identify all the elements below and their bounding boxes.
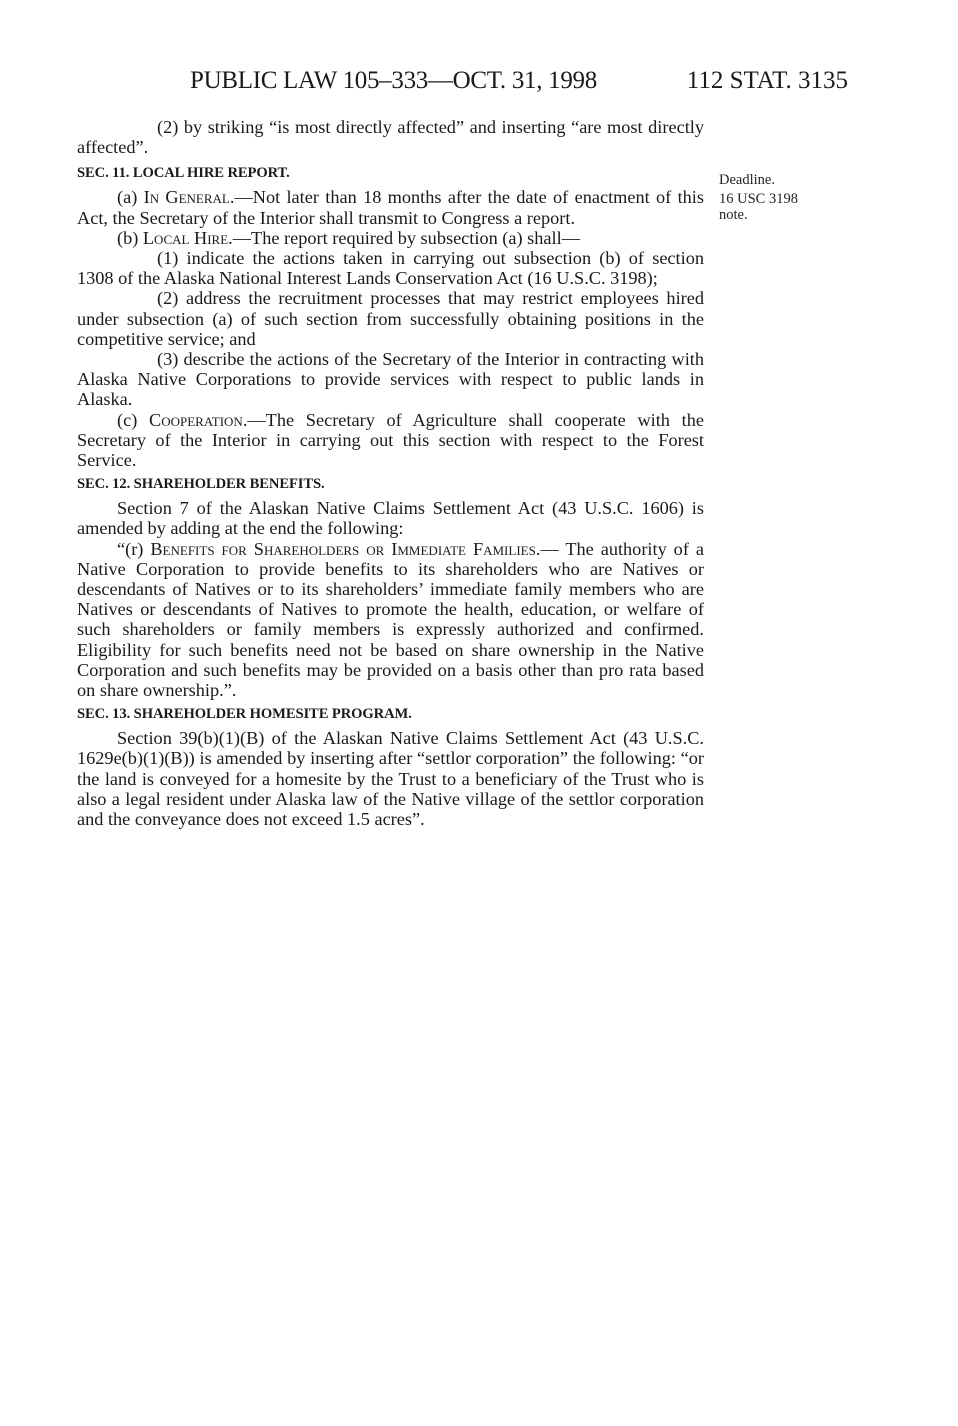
section-11-c	[77, 410, 704, 471]
section-11-a-heading: In General	[143, 187, 230, 208]
margin-notes	[719, 172, 839, 223]
section-11-b-3: (3) describe the actions of the Secretary of the Interior in contracting with Alaska Native Corporations to provide services with respect to public lands in Alaska.	[77, 349, 704, 410]
section-11-a-label: (a)	[117, 187, 144, 208]
section-11-b-heading: Local Hire	[142, 227, 229, 248]
section-11-heading: SEC. 11. LOCAL HIRE REPORT.	[77, 165, 290, 182]
section-11-c-text: .—The Secretary of Agriculture shall cooperate with the Secretary of the Interior in carrying out this section with respect to the Forest Service.	[77, 409, 704, 471]
section-12-r-text: .— The authority of a Native Corporation to provide benefits to its shareholders who are Natives or descendants of Natives or to its shareholders’ immediate family members who are Natives or descendants of Natives to promote the health, education, or welfare of such shareholders or family members is expressly authorized and confirmed. Eligibility for such benefits need not be based on share ownership in the Native Corporation and such benefits may be provided on a basis other than pro rata based on share ownership.”.	[77, 538, 704, 701]
margin-note-deadline: Deadline.	[719, 172, 775, 188]
statute-page-number: 112 STAT. 3135	[686, 67, 848, 94]
margin-note-usc-line1: 16 USC 3198	[719, 191, 798, 207]
document-body	[77, 117, 704, 829]
section-11-a-text: .—Not later than 18 months after the date of enactment of this Act, the Secretary of the Interior shall transmit to Congress a report.	[77, 187, 704, 228]
section-11-b-label: (b)	[117, 227, 143, 248]
section-11-b-1: (1) indicate the actions taken in carrying out subsection (b) of section 1308 of the Alaska National Interest Lands Conservation Act (16 U.S.C. 3198);	[77, 248, 704, 289]
section-11-c-label: (c)	[117, 409, 150, 430]
public-law-citation: PUBLIC LAW 105–333—OCT. 31, 1998	[190, 67, 597, 94]
section-12-r-heading: Benefits for Shareholders or Immediate Families	[150, 538, 536, 559]
paragraph-striking: (2) by striking “is most directly affected” and inserting “are most directly affected”.	[77, 117, 704, 158]
margin-note-usc-line2: note.	[719, 207, 748, 223]
section-11-b	[77, 228, 704, 248]
section-12-heading: SEC. 12. SHAREHOLDER BENEFITS.	[77, 476, 325, 493]
page-header	[190, 66, 848, 100]
section-12-r	[77, 539, 704, 701]
section-12-r-label: “(r)	[117, 538, 151, 559]
section-11-a	[77, 187, 704, 227]
section-11-c-heading: Cooperation	[149, 409, 243, 430]
section-11-b-2: (2) address the recruitment processes that may restrict employees hired under subsection (a) of such section from successfully obtaining positions in the competitive service; and	[77, 288, 704, 349]
section-11-b-text: .—The report required by subsection (a) shall—	[228, 227, 580, 248]
section-12-paragraph: Section 7 of the Alaskan Native Claims Settlement Act (43 U.S.C. 1606) is amended by adding at the end the following:	[77, 498, 704, 539]
section-13-paragraph: Section 39(b)(1)(B) of the Alaskan Native Claims Settlement Act (43 U.S.C. 1629e(b)(1)(B)) is amended by inserting after “settlor corporation” the following: “or the land is conveyed for a homesite by the Trust to a beneficiary of the Trust who is also a legal resident under Alaska law of the Native village of the settlor corporation and the conveyance does not exceed 1.5 acres”.	[77, 728, 704, 830]
section-13-heading: SEC. 13. SHAREHOLDER HOMESITE PROGRAM.	[77, 706, 412, 723]
